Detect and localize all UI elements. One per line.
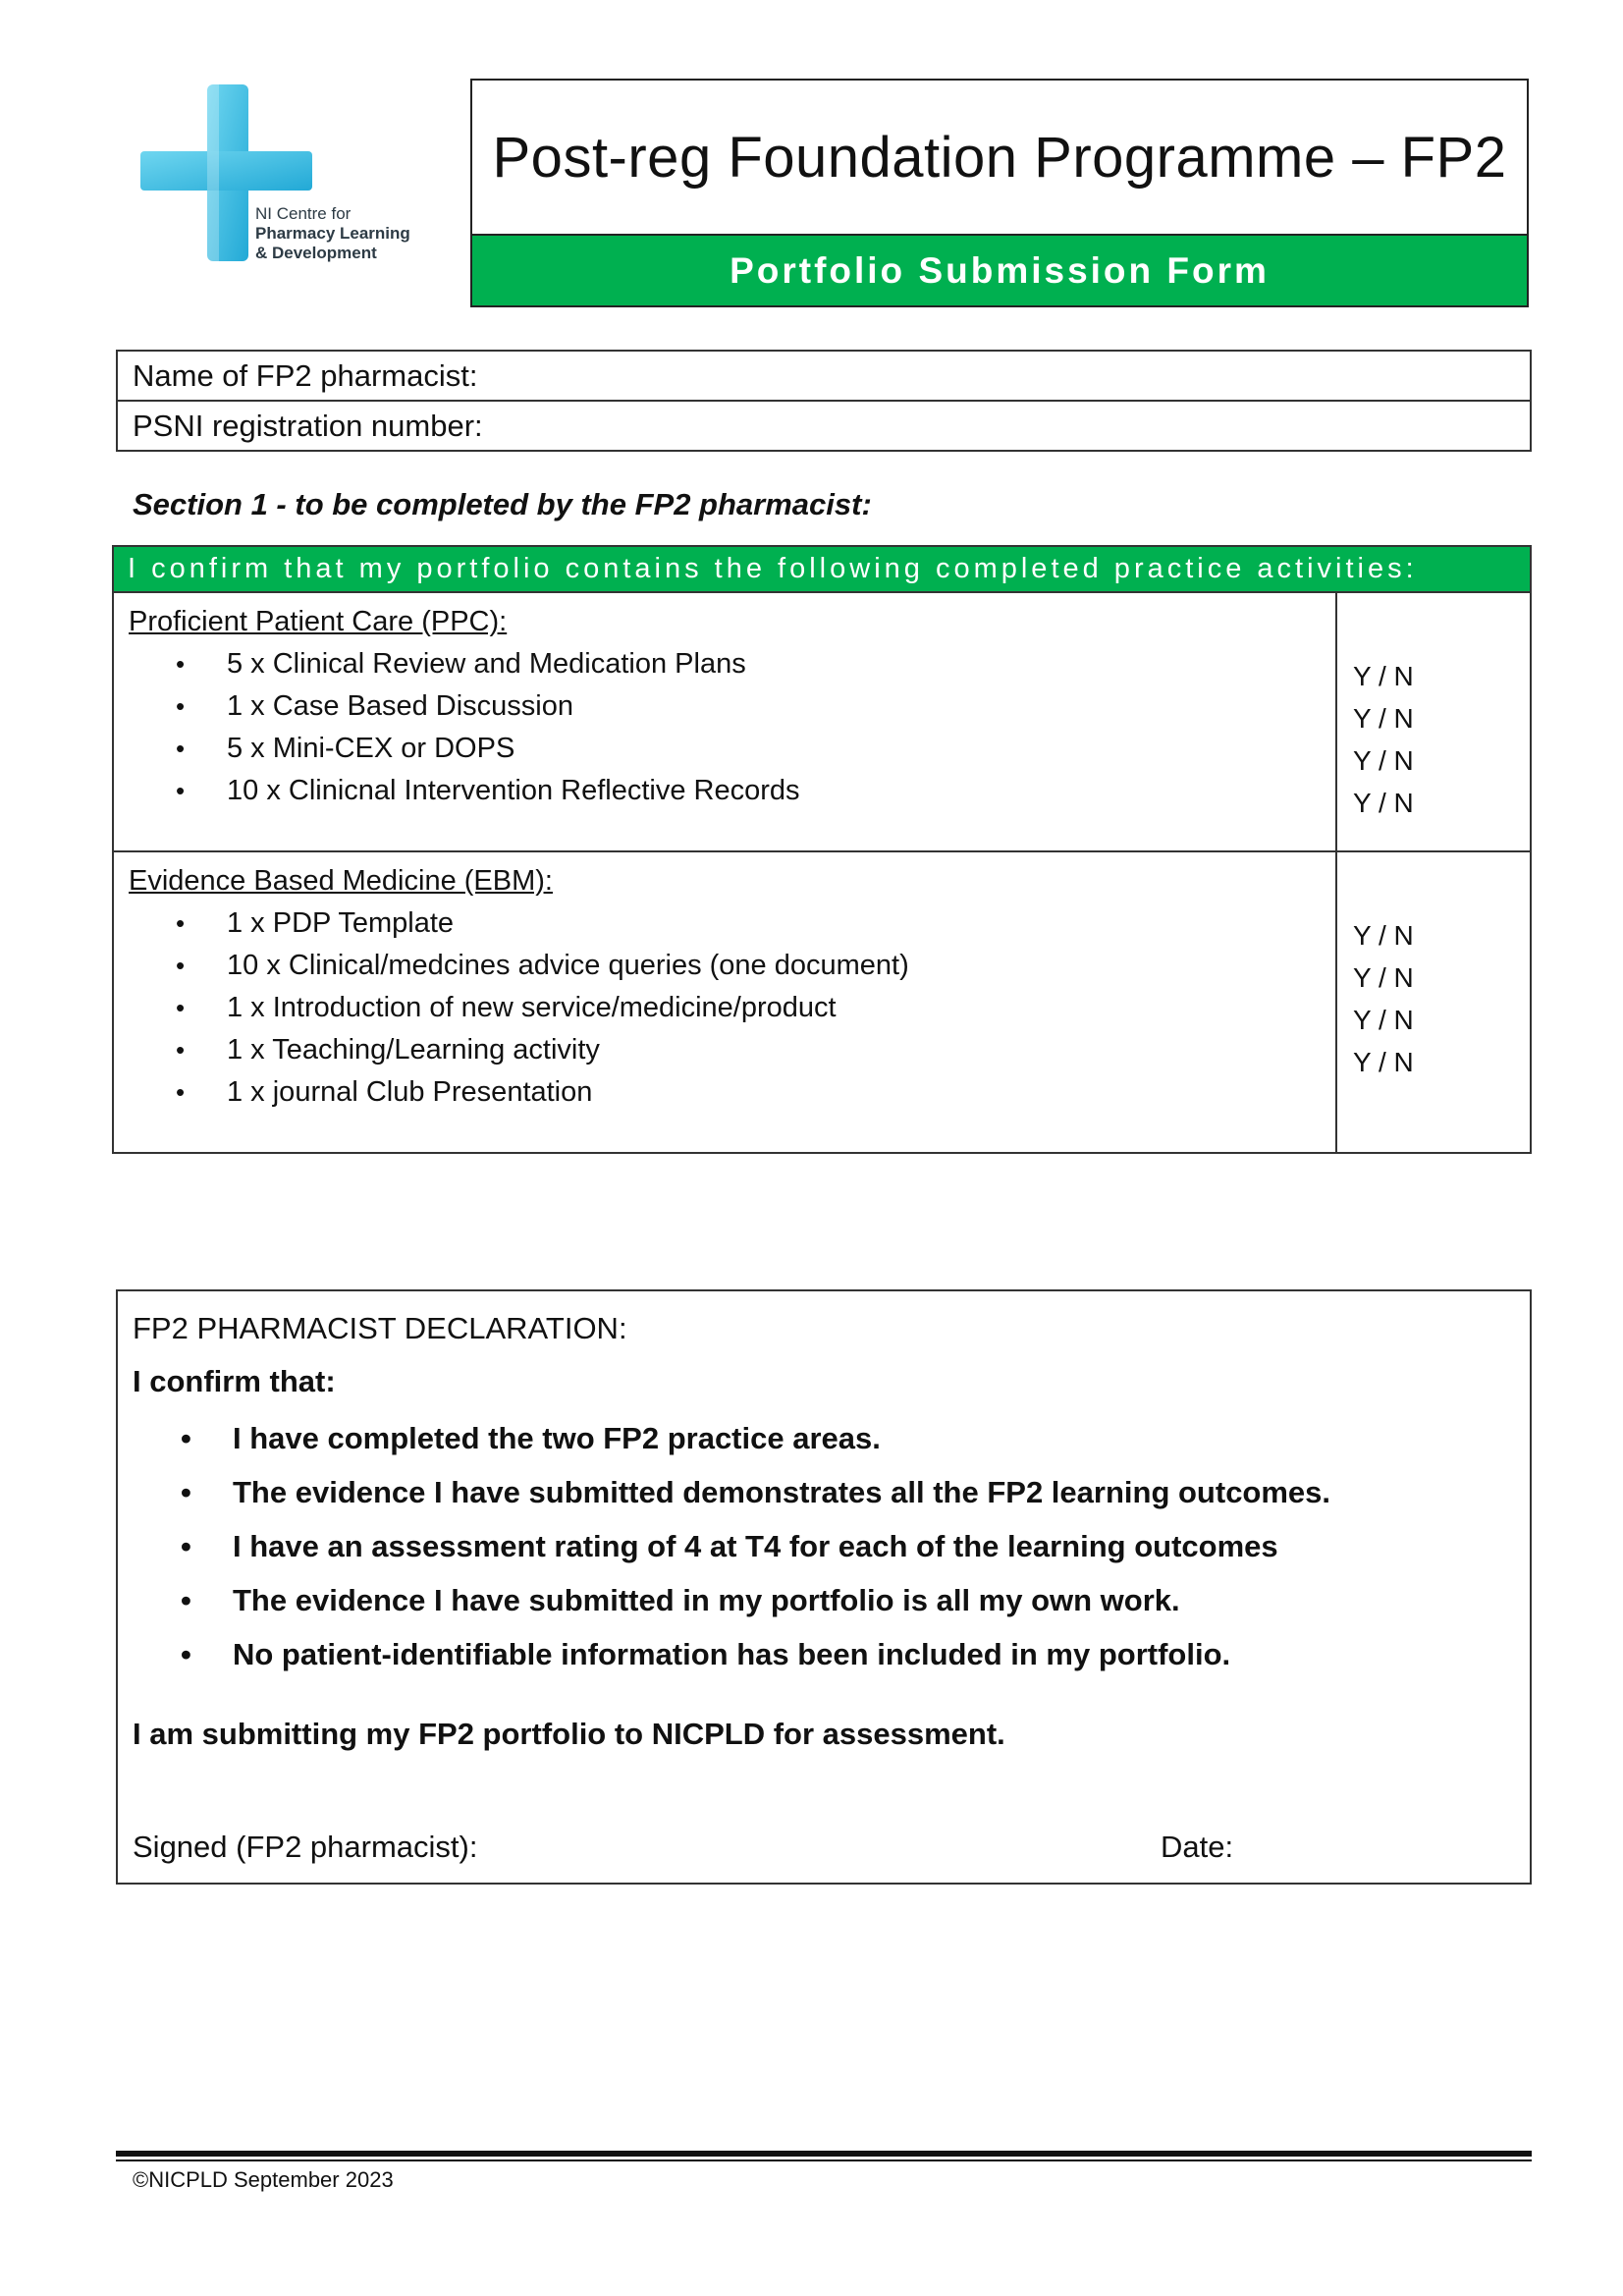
logo-line-1: NI Centre for <box>255 204 352 223</box>
list-item: • 1 x journal Club Presentation <box>129 1071 1335 1114</box>
ebm-row <box>114 852 1530 1152</box>
footer-rule-thin <box>116 2159 1532 2161</box>
title-panel <box>472 81 1527 236</box>
list-item: • 5 x Clinical Review and Medication Plans <box>129 643 1335 685</box>
yn-field[interactable]: Y / N <box>1353 703 1414 734</box>
yn-field[interactable]: Y / N <box>1353 920 1414 951</box>
footer-rule <box>116 2151 1532 2157</box>
page-subtitle: Portfolio Submission Form <box>730 249 1270 291</box>
identity-table <box>116 350 1532 452</box>
name-label: Name of FP2 pharmacist: <box>133 357 478 393</box>
ebm-activities <box>114 852 1337 1152</box>
yn-field[interactable]: Y / N <box>1353 1005 1414 1035</box>
activities-table-header: I confirm that my portfolio contains the following completed practice activities: <box>114 547 1530 593</box>
psni-field[interactable] <box>118 400 1530 450</box>
yn-field[interactable]: Y / N <box>1353 661 1414 691</box>
ppc-activities <box>114 593 1337 850</box>
nicpld-logo <box>135 81 450 277</box>
list-item: • I have completed the two FP2 practice areas. <box>118 1411 1330 1465</box>
date-field[interactable]: Date: <box>1161 1830 1234 1864</box>
ppc-title: Proficient Patient Care (PPC): <box>129 606 508 637</box>
list-item: • 10 x Clinical/medcines advice queries (one document) <box>129 945 1335 987</box>
ebm-title: Evidence Based Medicine (EBM): <box>129 865 553 897</box>
title-box <box>470 79 1529 307</box>
section-1-heading: Section 1 - to be completed by the FP2 pharmacist: <box>133 487 872 521</box>
declaration-title: FP2 PHARMACIST DECLARATION: <box>133 1311 627 1345</box>
logo-line-2: Pharmacy Learning <box>255 224 410 243</box>
declaration-confirm: I confirm that: <box>133 1364 336 1398</box>
footer-copyright: ©NICPLD September 2023 <box>133 2167 394 2192</box>
submit-statement: I am submitting my FP2 portfolio to NICPLD for assessment. <box>133 1717 1005 1751</box>
yn-field[interactable]: Y / N <box>1353 745 1414 776</box>
ebm-list <box>129 902 1335 1114</box>
list-item: • 1 x Case Based Discussion <box>129 685 1335 728</box>
list-item: • The evidence I have submitted in my portfolio is all my own work. <box>118 1573 1330 1627</box>
yn-field[interactable]: Y / N <box>1353 788 1414 818</box>
list-item: • The evidence I have submitted demonstrates all the FP2 learning outcomes. <box>118 1465 1330 1519</box>
list-item: • 5 x Mini-CEX or DOPS <box>129 728 1335 770</box>
ebm-yn-column <box>1337 852 1530 1152</box>
ppc-row <box>114 593 1530 852</box>
list-item: • 1 x PDP Template <box>129 902 1335 945</box>
list-item: • I have an assessment rating of 4 at T4 for each of the learning outcomes <box>118 1519 1330 1573</box>
list-item: • 1 x Teaching/Learning activity <box>129 1029 1335 1071</box>
page-title: Post-reg Foundation Programme – FP2 <box>492 125 1507 190</box>
list-item: • 10 x Clinicnal Intervention Reflective Records <box>129 770 1335 812</box>
signature-field[interactable]: Signed (FP2 pharmacist): <box>133 1830 478 1864</box>
name-field[interactable] <box>118 352 1530 400</box>
list-item: • No patient-identifiable information has been included in my portfolio. <box>118 1627 1330 1681</box>
logo-text <box>255 204 410 263</box>
list-item: • 1 x Introduction of new service/medicine/product <box>129 987 1335 1029</box>
yn-field[interactable]: Y / N <box>1353 1047 1414 1077</box>
subtitle-banner <box>472 236 1527 305</box>
yn-field[interactable]: Y / N <box>1353 962 1414 993</box>
ppc-yn-column <box>1337 593 1530 850</box>
logo-line-3: & Development <box>255 244 377 262</box>
declaration-box <box>116 1289 1532 1885</box>
ppc-list <box>129 643 1335 812</box>
declaration-list <box>118 1411 1330 1681</box>
activities-table <box>112 545 1532 1154</box>
psni-label: PSNI registration number: <box>133 408 483 443</box>
